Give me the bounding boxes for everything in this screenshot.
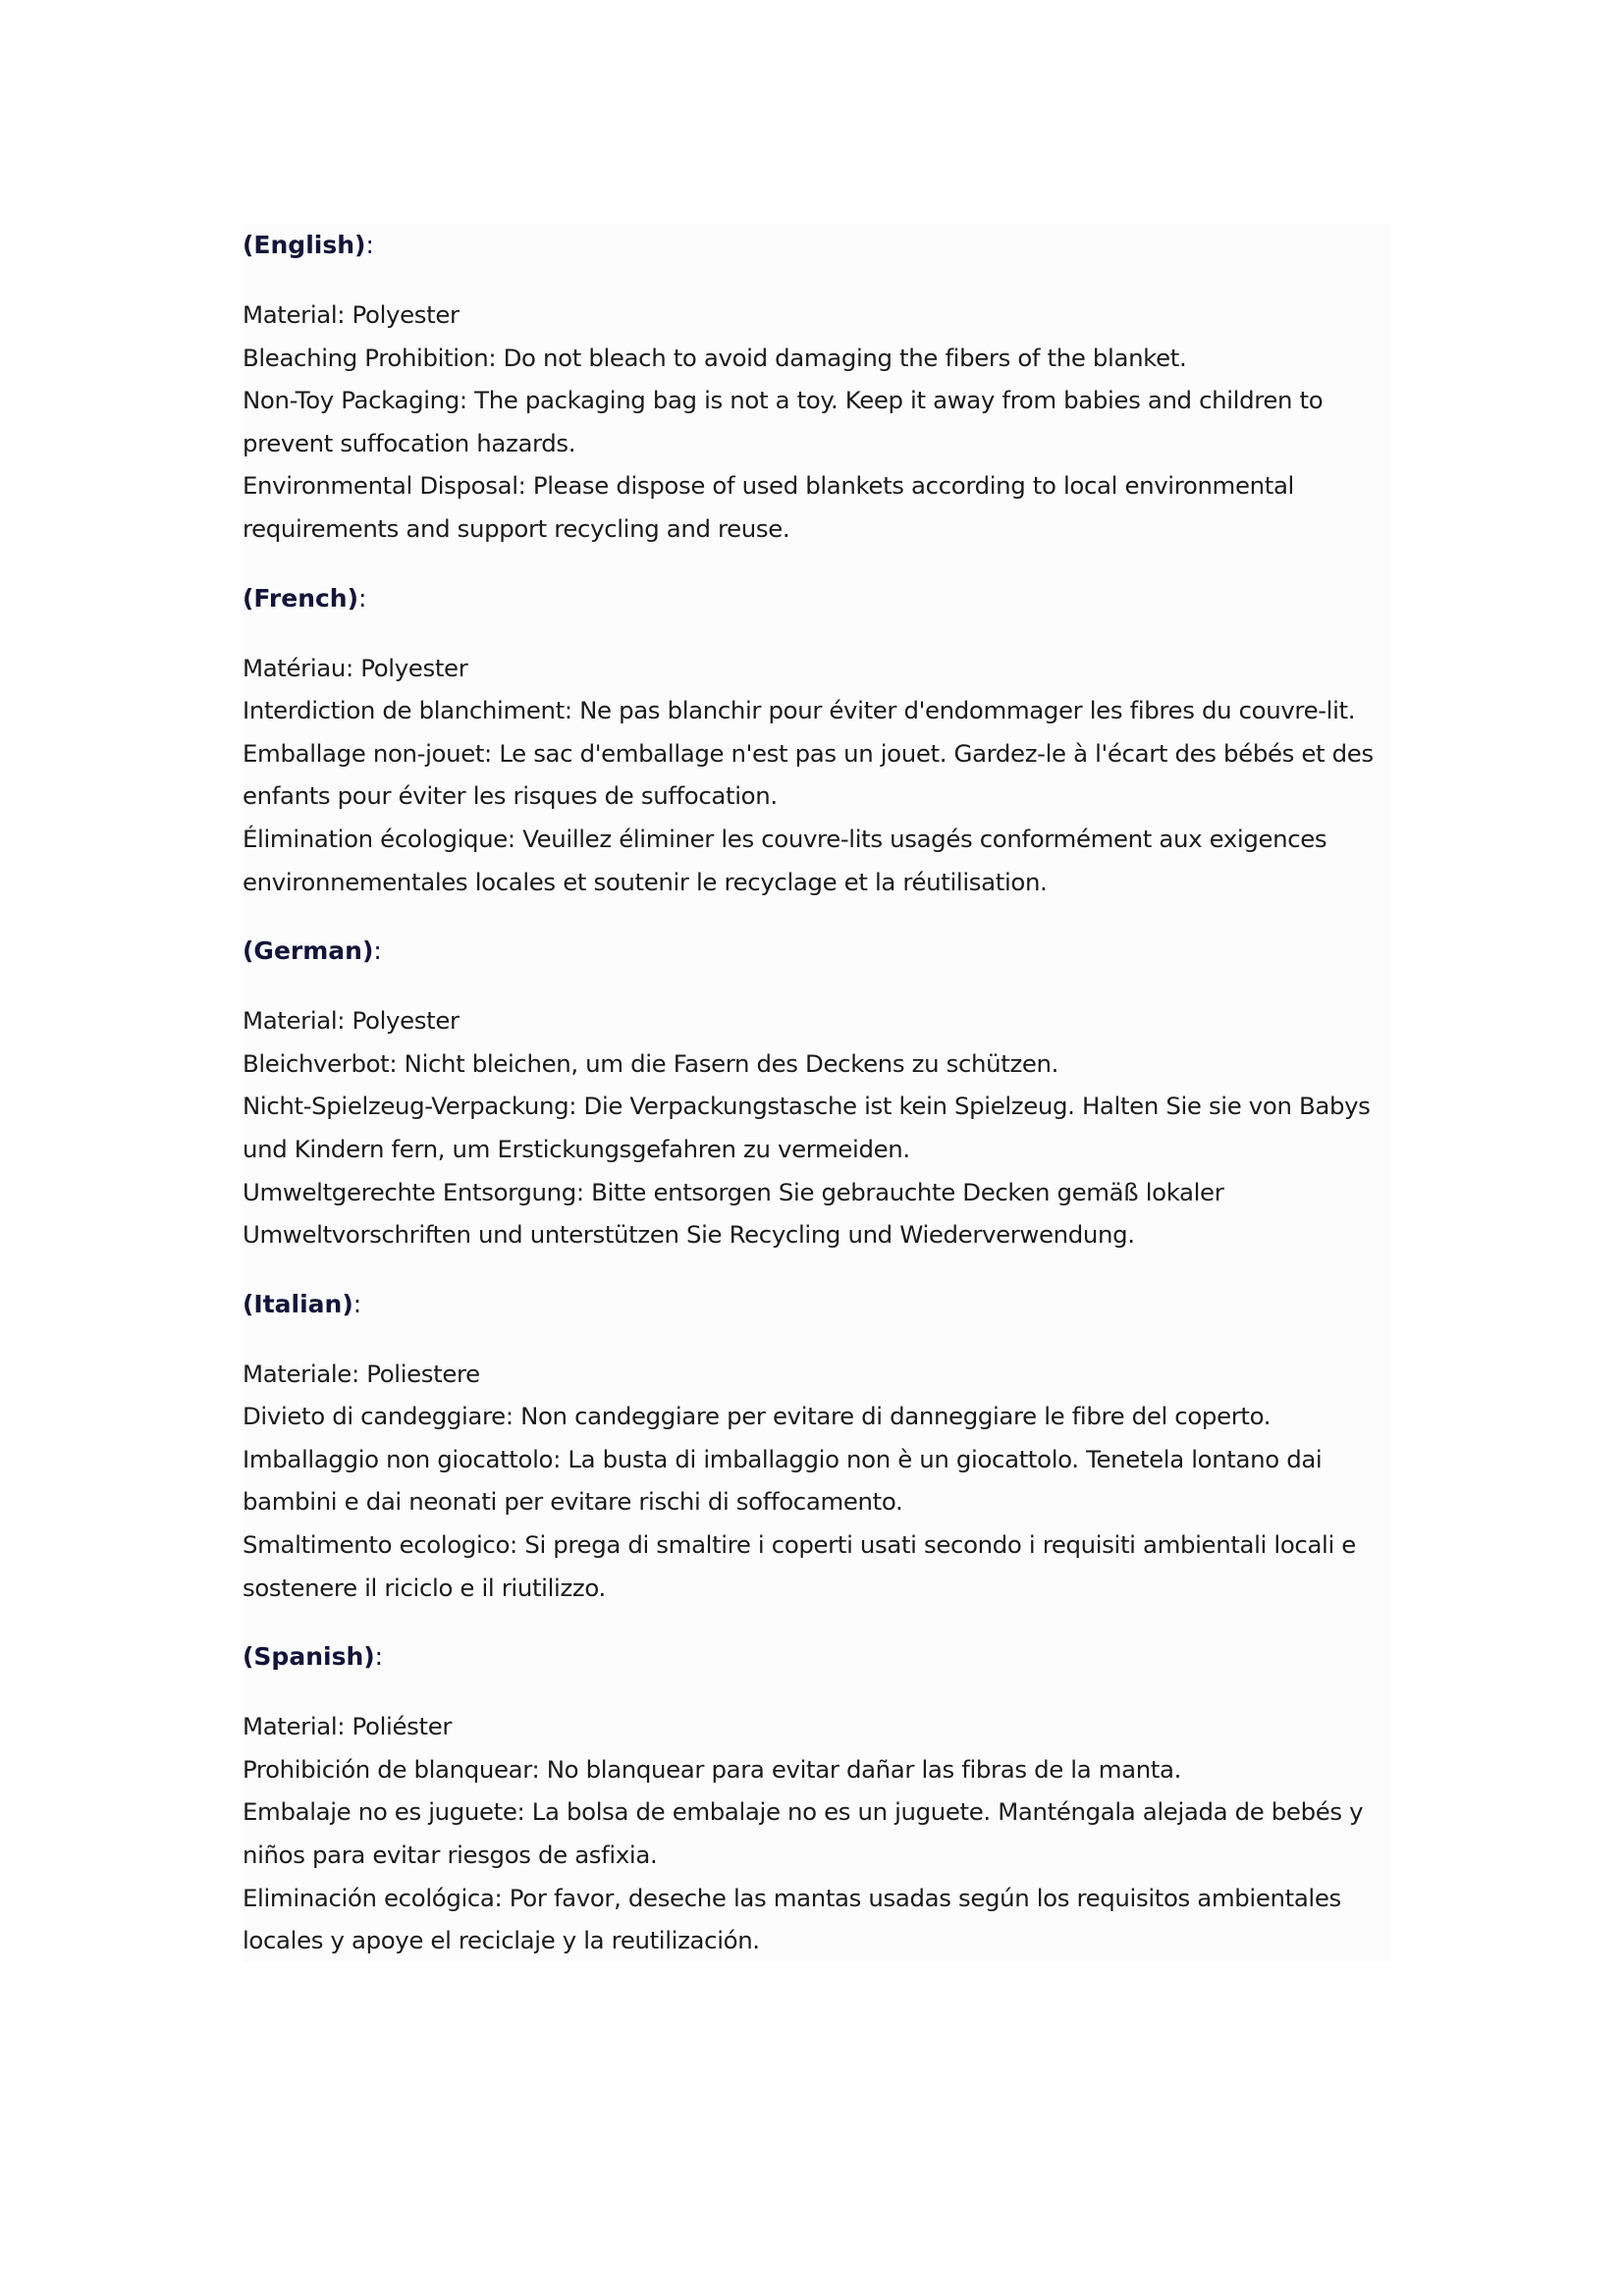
disposal-line: Élimination écologique: Veuillez éliminer les couvre-lits usagés conformément aux exigences environnementales locales et soutenir le recyclage et la réutilisation. xyxy=(243,824,1327,896)
heading-colon: : xyxy=(365,231,374,259)
language-label: (Italian) xyxy=(243,1289,353,1318)
material-line: Material: Poliéster xyxy=(243,1712,453,1741)
heading-colon: : xyxy=(352,1289,362,1318)
bleaching-line: Divieto di candeggiare: Non candeggiare per evitare di danneggiare le fibre del coperto. xyxy=(243,1402,1272,1431)
packaging-line: Nicht-Spielzeug-Verpackung: Die Verpackungstasche ist kein Spielzeug. Halten Sie sie von Babys und Kindern fern, um Erstickungsgefahren zu vermeiden. xyxy=(243,1092,1371,1163)
section-english xyxy=(243,224,1383,551)
care-instructions xyxy=(243,224,1391,1962)
packaging-line: Embalaje no es juguete: La bolsa de embalaje no es un juguete. Manténgala alejada de bebés y niños para evitar riesgos de asfixia. xyxy=(243,1797,1364,1870)
heading-colon: : xyxy=(358,583,367,613)
heading-colon: : xyxy=(374,1642,384,1672)
packaging-line: Emballage non-jouet: Le sac d'emballage n'est pas un jouet. Gardez-le à l'écart des bébés et des enfants pour éviter les risques de suffocation. xyxy=(243,738,1374,811)
packaging-line: Imballaggio non giocattolo: La busta di imballaggio non è un giocattolo. Tenetela lontano dai bambini e dai neonati per evitare rischi di soffocamento. xyxy=(243,1444,1323,1517)
language-label: (Spanish) xyxy=(243,1642,375,1672)
heading-colon: : xyxy=(373,936,382,966)
material-line: Matériau: Polyester xyxy=(243,653,468,682)
section-heading xyxy=(243,224,1383,267)
material-line: Materiale: Poliestere xyxy=(243,1359,480,1388)
section-spanish xyxy=(243,1635,1383,1962)
disposal-line: Umweltgerechte Entsorgung: Bitte entsorgen Sie gebrauchte Decken gemäß lokaler Umweltvorschriften und unterstützen Sie Recycling und Wiederverwendung. xyxy=(243,1177,1224,1250)
section-german xyxy=(243,930,1383,1256)
bleaching-line: Bleaching Prohibition: Do not bleach to avoid damaging the fibers of the blanket. xyxy=(243,343,1187,372)
section-heading xyxy=(243,1283,1383,1326)
bleaching-line: Prohibición de blanquear: No blanquear para evitar dañar las fibras de la manta. xyxy=(243,1754,1182,1784)
language-label: (French) xyxy=(243,583,359,613)
language-label: (German) xyxy=(243,936,374,966)
disposal-line: Eliminación ecológica: Por favor, deseche las mantas usadas según los requisitos ambientales locales y apoye el reciclaje y la reutilización. xyxy=(243,1883,1341,1955)
section-heading xyxy=(243,1635,1383,1679)
material-line: Material: Polyester xyxy=(243,1006,460,1036)
disposal-line: Environmental Disposal: Please dispose of used blankets according to local environmental requirements and support recycling and reuse. xyxy=(243,471,1294,543)
disposal-line: Smaltimento ecologico: Si prega di smaltire i coperti usati secondo i requisiti ambientali locali e sostenere il riciclo e il riutilizzo. xyxy=(243,1530,1356,1602)
section-heading xyxy=(243,930,1383,973)
language-label: (English) xyxy=(243,231,366,259)
section-french xyxy=(243,577,1383,904)
section-italian xyxy=(243,1283,1383,1610)
section-heading xyxy=(243,577,1383,620)
bleaching-line: Bleichverbot: Nicht bleichen, um die Fasern des Deckens zu schützen. xyxy=(243,1048,1059,1078)
packaging-line: Non-Toy Packaging: The packaging bag is not a toy. Keep it away from babies and children to prevent suffocation hazards. xyxy=(243,386,1324,457)
material-line: Material: Polyester xyxy=(243,300,460,329)
bleaching-line: Interdiction de blanchiment: Ne pas blanchir pour éviter d'endommager les fibres du couvre-lit. xyxy=(243,696,1356,725)
